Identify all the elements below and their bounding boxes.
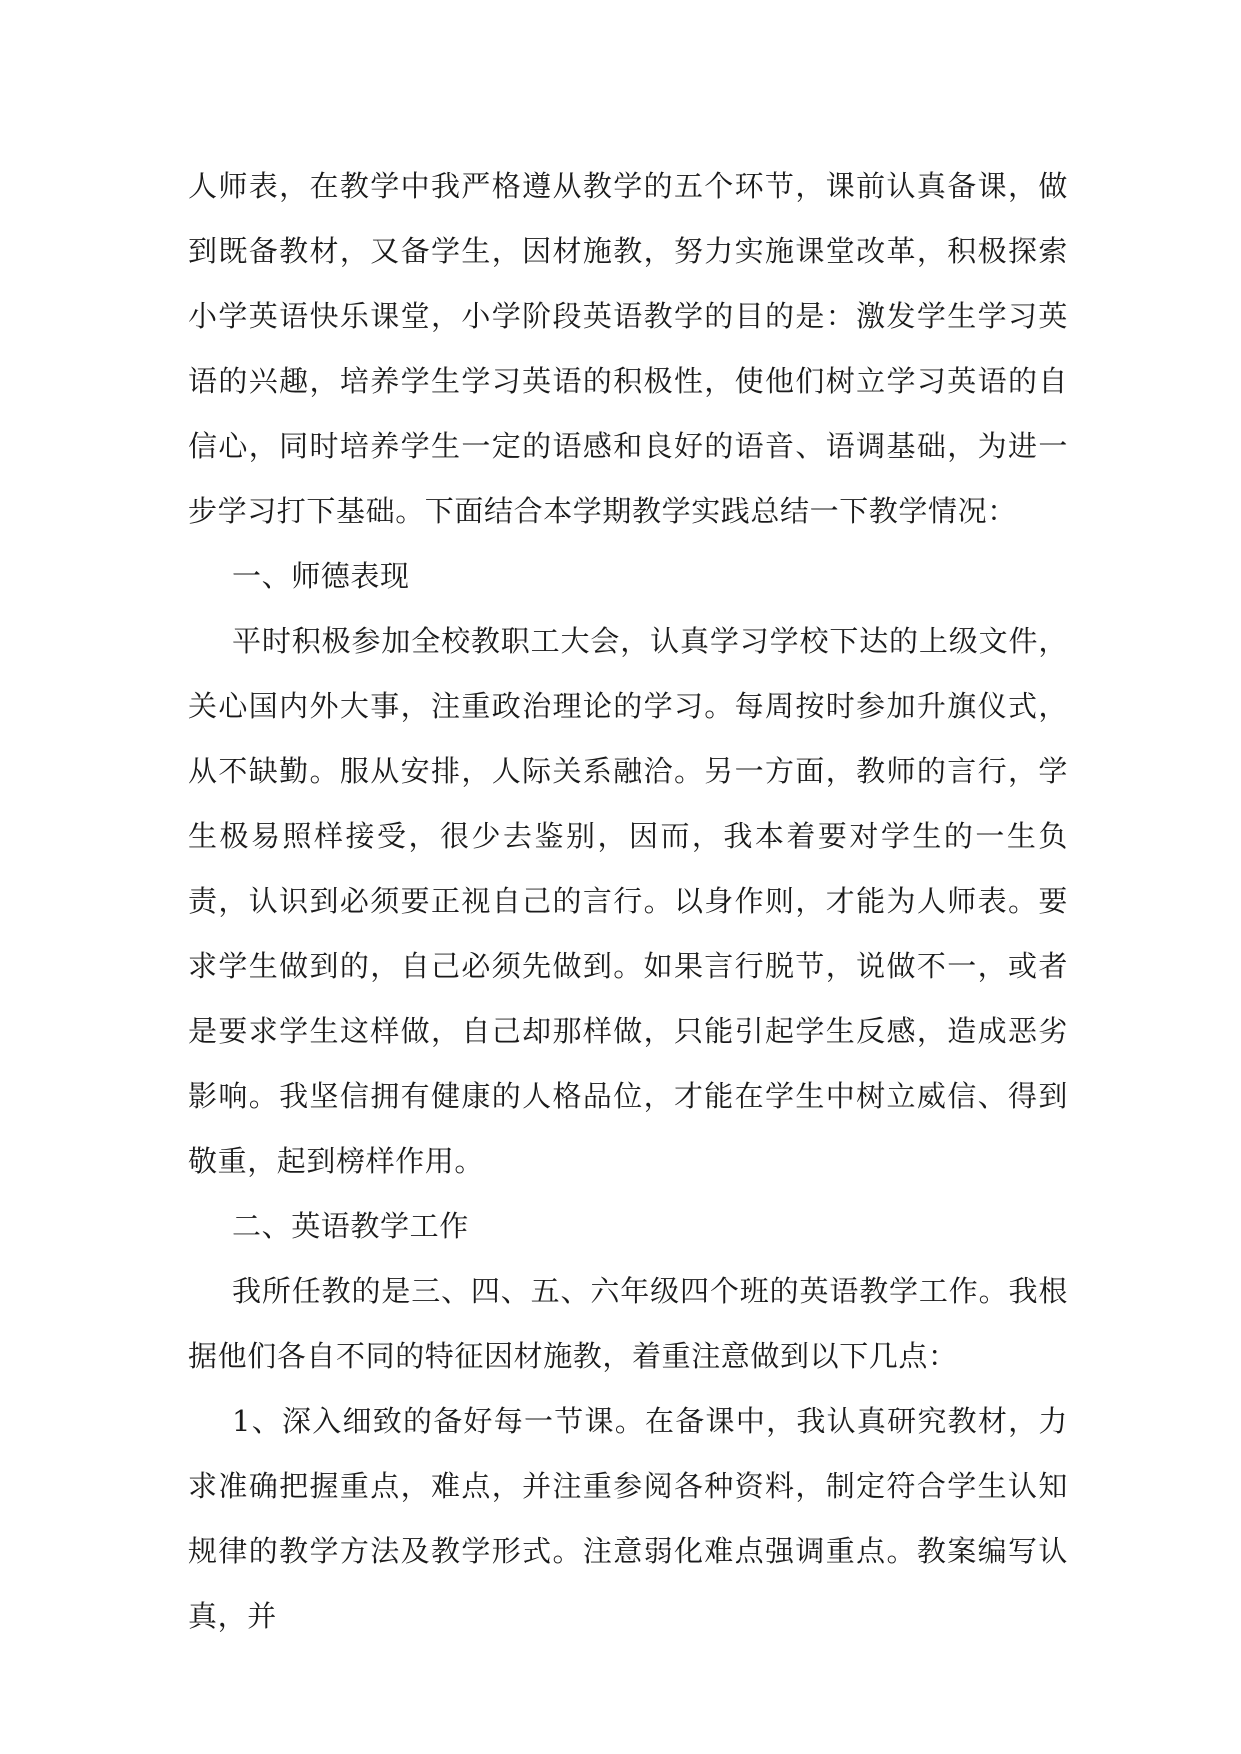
paragraph-teaching-overview: 我所任教的是三、四、五、六年级四个班的英语教学工作。我根据他们各自不同的特征因材施教，着重注意做到以下几点： — [188, 1274, 1068, 1373]
paragraph-lesson-preparation: 1、深入细致的备好每一节课。在备课中，我认真研究教材，力求准确把握重点，难点，并注重参阅各种资料，制定符合学生认知规律的教学方法及教学形式。注意弱化难点强调重点。教案编写认真，并 — [188, 1404, 1068, 1633]
paragraph-intro-continuation: 人师表，在教学中我严格遵从教学的五个环节，课前认真备课，做到既备教材，又备学生，因材施教，努力实施课堂改革，积极探索小学英语快乐课堂，小学阶段英语教学的目的是：激发学生学习英语的兴趣，培养学生学习英语的积极性，使他们树立学习英语的自信心，同时培养学生一定的语感和良好的语音、语调基础，为进一步学习打下基础。下面结合本学期教学实践总结一下教学情况： — [188, 169, 1068, 528]
section-heading-english-teaching: 二、英语教学工作 — [232, 1209, 469, 1243]
section-heading-ethics: 一、师德表现 — [232, 559, 410, 593]
body-text — [188, 154, 1068, 1649]
paragraph-ethics: 平时积极参加全校教职工大会，认真学习学校下达的上级文件，关心国内外大事，注重政治理论的学习。每周按时参加升旗仪式，从不缺勤。服从安排，人际关系融洽。另一方面，教师的言行，学生极易照样接受，很少去鉴别，因而，我本着要对学生的一生负责，认识到必须要正视自己的言行。以身作则，才能为人师表。要求学生做到的，自己必须先做到。如果言行脱节，说做不一，或者是要求学生这样做，自己却那样做，只能引起学生反感，造成恶劣影响。我坚信拥有健康的人格品位，才能在学生中树立威信、得到敬重，起到榜样作用。 — [188, 624, 1068, 1178]
